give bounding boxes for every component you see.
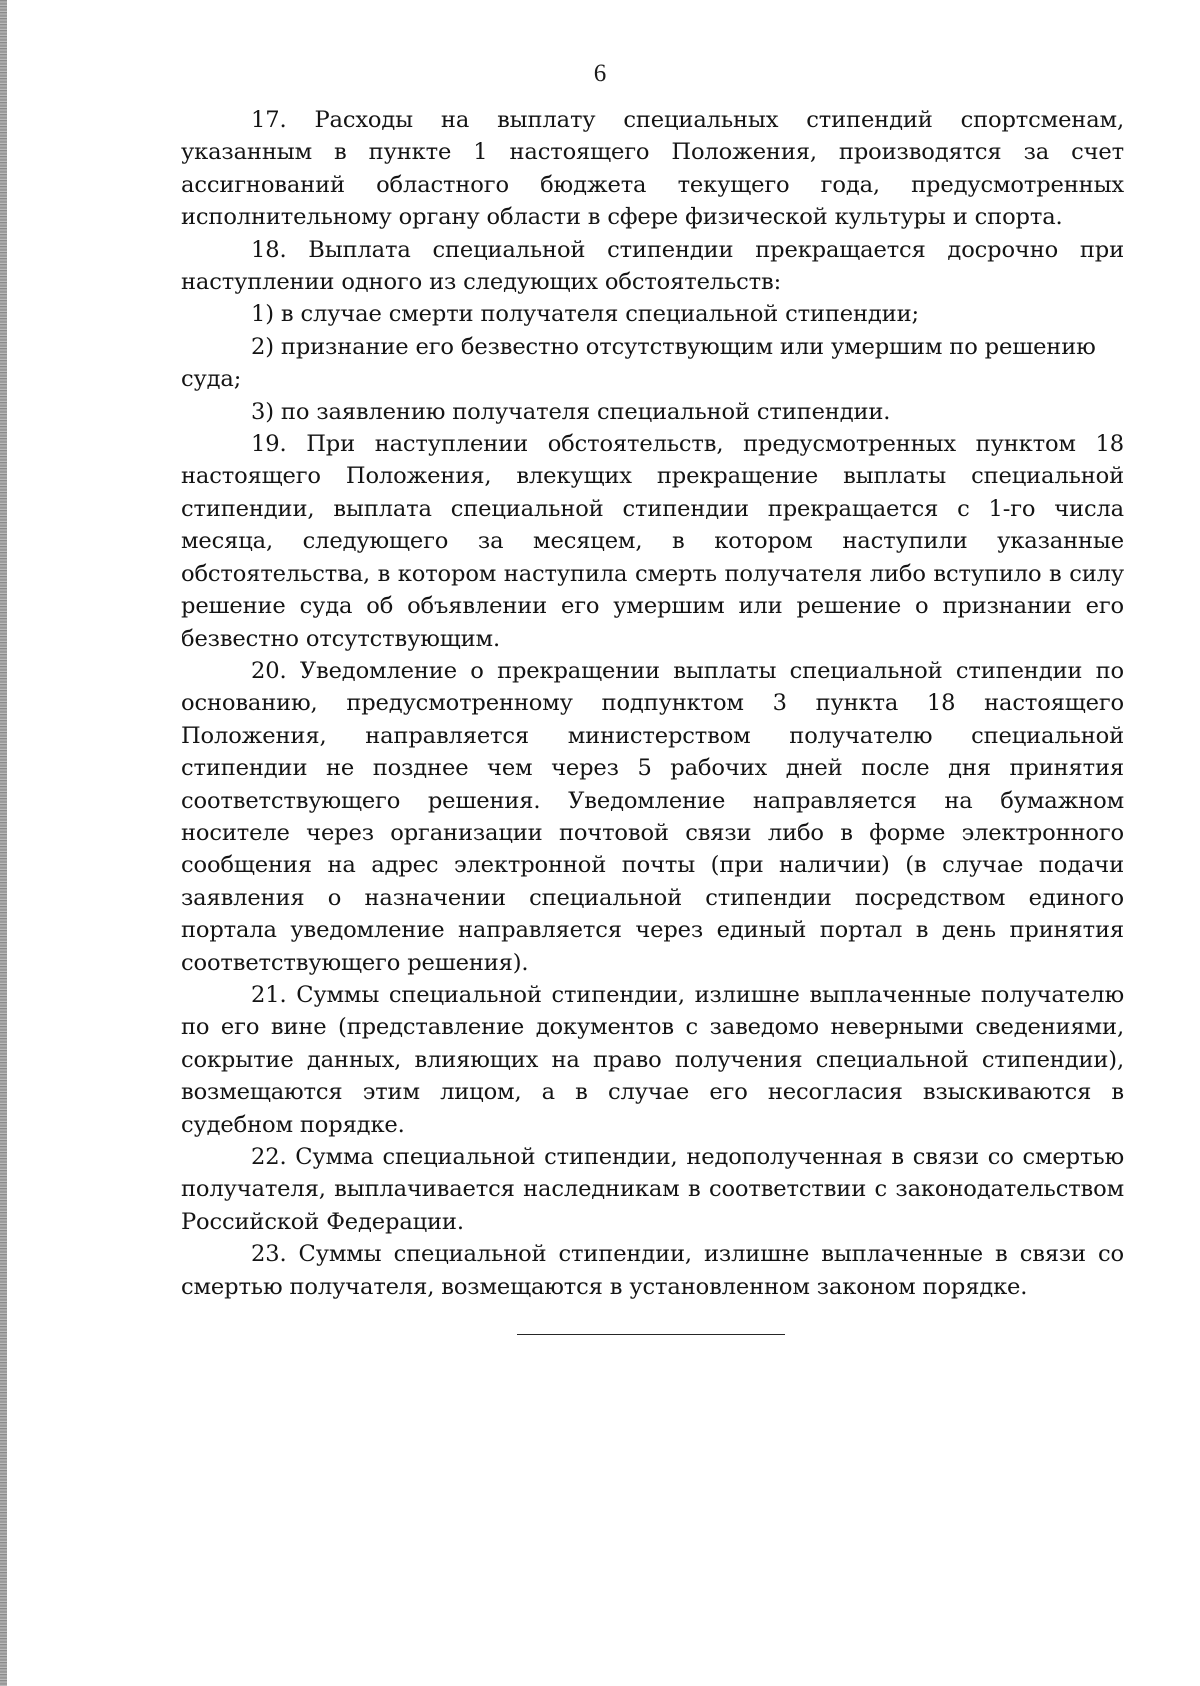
document-body <box>181 104 1124 1303</box>
paragraph-18-item-2: 2) признание его безвестно отсутствующим или умершим по решению суда; <box>181 333 1096 393</box>
paragraph-20: 20. Уведомление о прекращении выплаты специальной стипендии по основанию, предусмотренному подпунктом 3 пункта 18 настоящего Положения, направляется министерством получателю специальной стипендии не позднее чем через 5 рабочих дней после дня принятия соответствующего решения. Уведомление направляется на бумажном носителе через организации почтовой связи либо в форме электронного сообщения на адрес электронной почты (при наличии) (в случае подачи заявления о назначении специальной стипендии посредством единого портала уведомление направляется через единый портал в день принятия соответствующего решения). <box>181 657 1124 976</box>
paragraph-19: 19. При наступлении обстоятельств, предусмотренных пунктом 18 настоящего Положения, влекущих прекращение выплаты специальной стипендии, выплата специальной стипендии прекращается с 1-го числа месяца, следующего за месяцем, в котором наступили указанные обстоятельства, в котором наступила смерть получателя либо вступило в силу решение суда об объявлении его умершим или решение о признании его безвестно отсутствующим. <box>181 431 1124 652</box>
paragraph-23: 23. Суммы специальной стипендии, излишне выплаченные в связи со смертью получателя, возмещаются в установленном законом порядке. <box>181 1241 1124 1300</box>
end-of-document-rule <box>517 1334 785 1335</box>
page-number: 6 <box>593 60 607 87</box>
paragraph-17: 17. Расходы на выплату специальных стипендий спортсменам, указанным в пункте 1 настоящего Положения, производятся за счет ассигнований областного бюджета текущего года, предусмотренных исполнительному органу области в сфере физической культуры и спорта. <box>181 107 1124 231</box>
paragraph-18-item-1: 1) в случае смерти получателя специальной стипендии; <box>251 301 919 328</box>
paragraph-22: 22. Сумма специальной стипендии, недополученная в связи со смертью получателя, выплачивается наследникам в соответствии с законодательством Российской Федерации. <box>181 1144 1124 1235</box>
paragraph-18: 18. Выплата специальной стипендии прекращается досрочно при наступлении одного из следующих обстоятельств: <box>181 236 1124 296</box>
scan-edge <box>0 0 7 1686</box>
paragraph-18-item-3: 3) по заявлению получателя специальной стипендии. <box>251 398 891 425</box>
paragraph-21: 21. Суммы специальной стипендии, излишне выплаченные получателю по его вине (представление документов с заведомо неверными сведениями, сокрытие данных, влияющих на право получения специальной стипендии), возмещаются этим лицом, а в случае его несогласия взыскиваются в судебном порядке. <box>181 981 1124 1138</box>
